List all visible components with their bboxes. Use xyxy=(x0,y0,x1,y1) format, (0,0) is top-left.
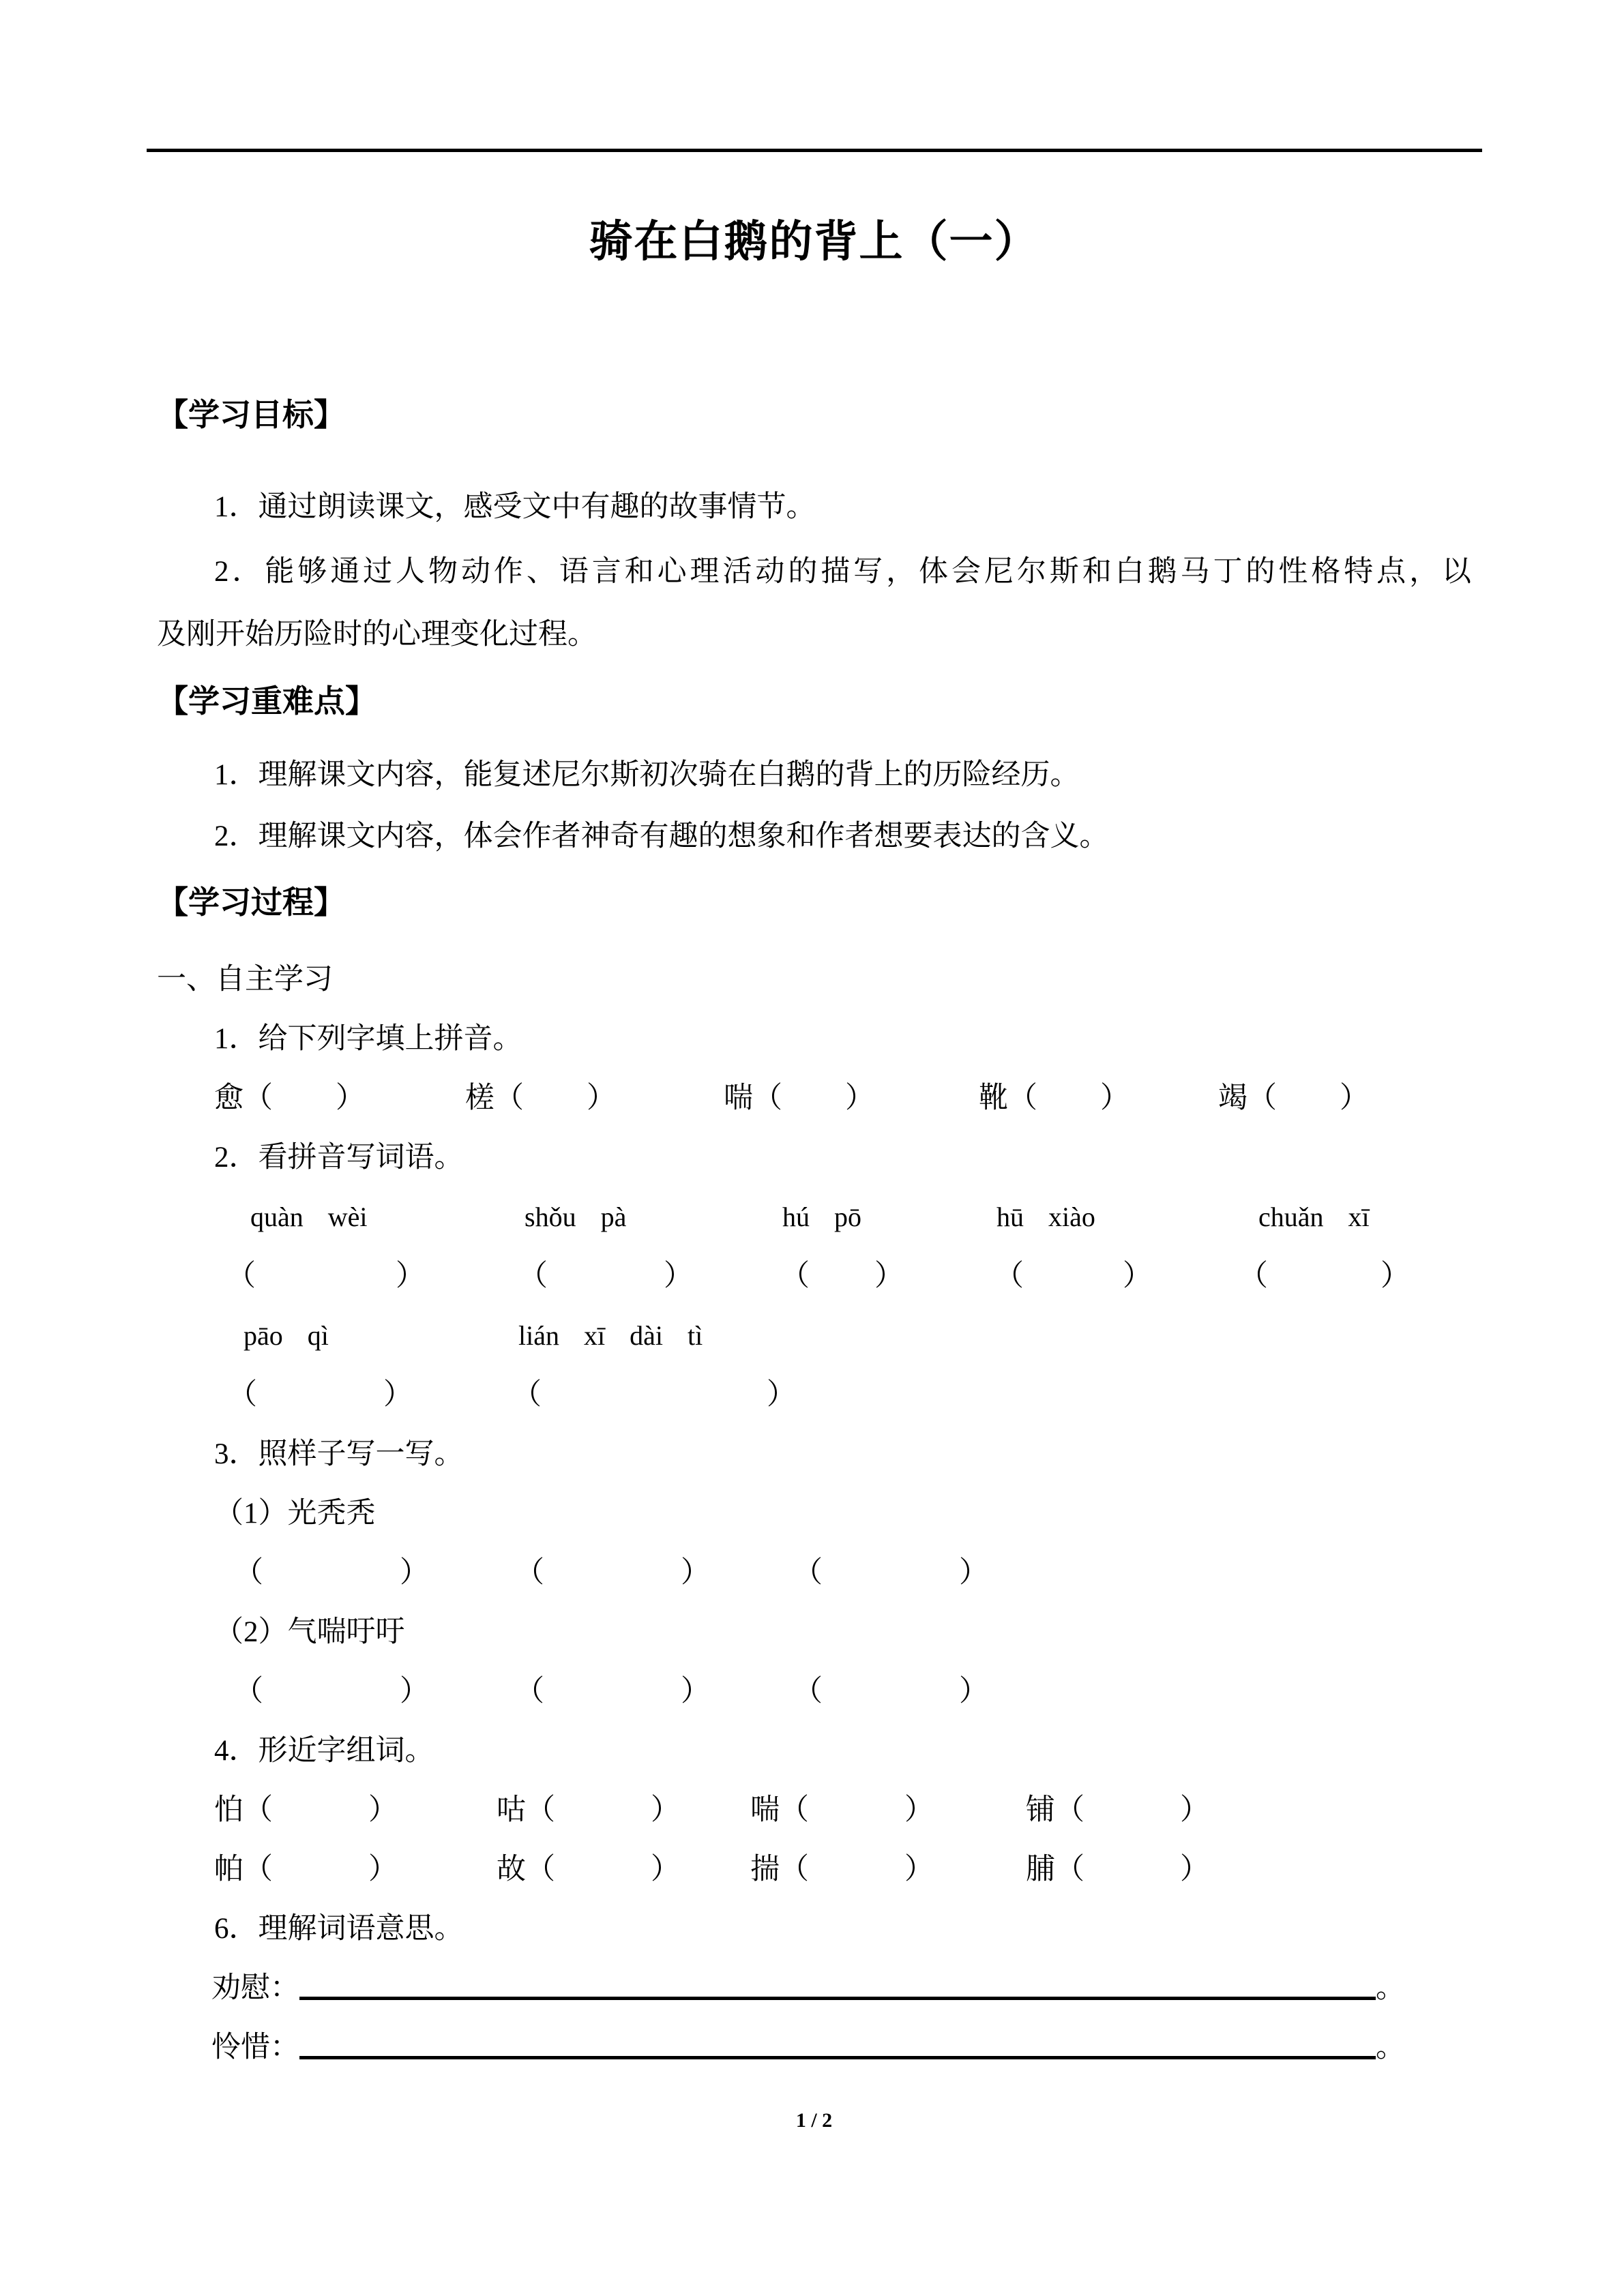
section-heading-goals: 【学习目标】 xyxy=(157,398,345,432)
period: 。 xyxy=(1376,1972,1405,2004)
blank-parens xyxy=(226,1260,425,1292)
answer-cell xyxy=(226,1247,518,1306)
keypoint-item-2: 2．理解课文内容，体会作者神奇有趣的想象和作者想要表达的含义。 xyxy=(214,820,1109,852)
answer-cell xyxy=(234,1543,515,1602)
paren-open: （ xyxy=(753,1082,782,1114)
paren-close: ） xyxy=(587,1082,616,1114)
answer-underline xyxy=(299,2018,1376,2059)
question-3-answer-row-1 xyxy=(234,1543,1471,1602)
answer-parens-row-1 xyxy=(226,1247,1471,1306)
paren-close: ） xyxy=(368,1794,398,1826)
word-meaning-row-2 xyxy=(211,2018,1471,2077)
paren-open: （ xyxy=(228,1379,257,1411)
paren-open: （ xyxy=(994,1260,1024,1292)
paren-close: ） xyxy=(1180,1794,1209,1826)
goal-item-2 xyxy=(157,541,1471,666)
char: 喘 xyxy=(724,1082,753,1114)
paren-close: ） xyxy=(651,1853,680,1885)
answer-cell xyxy=(780,1247,994,1306)
answer-underline xyxy=(299,1958,1376,2000)
paren-close: ） xyxy=(383,1379,413,1411)
question-3-label: 3．照样子写一写。 xyxy=(214,1438,464,1470)
char: 怕 xyxy=(214,1794,243,1826)
blank-parens xyxy=(1008,1082,1130,1114)
paren-open: （ xyxy=(243,1082,273,1114)
blank-parens xyxy=(243,1082,365,1114)
blank-parens xyxy=(1055,1794,1209,1826)
answer-cell xyxy=(793,1662,988,1721)
blank-parens xyxy=(780,1853,934,1885)
question-6-label: 6．理解词语意思。 xyxy=(214,1913,464,1945)
paren-open: （ xyxy=(780,1853,809,1885)
paren-close: ） xyxy=(845,1082,874,1114)
paren-open: （ xyxy=(1247,1082,1277,1114)
header-divider xyxy=(147,149,1482,152)
char-word-item xyxy=(497,1780,750,1840)
char-word-item xyxy=(1026,1840,1209,1899)
paren-close: ） xyxy=(1100,1082,1130,1114)
answer-cell xyxy=(1239,1247,1410,1306)
blank-parens xyxy=(780,1260,904,1292)
blank-parens xyxy=(994,1260,1152,1292)
goal-item-2-line1: 2．能够通过人物动作、语言和心理活动的描写，体会尼尔斯和白鹅马丁的性格特点，以 xyxy=(214,556,1471,588)
page-title: 骑在白鹅的背上（一） xyxy=(589,218,1039,266)
answer-cell xyxy=(518,1247,780,1306)
period: 。 xyxy=(1376,2031,1405,2063)
paren-close: ） xyxy=(1381,1260,1410,1292)
paren-open: （ xyxy=(243,1853,273,1885)
char: 竭 xyxy=(1218,1082,1247,1114)
char: 靴 xyxy=(979,1082,1008,1114)
answer-cell xyxy=(234,1662,515,1721)
paren-close: ） xyxy=(959,1557,988,1589)
blank-parens xyxy=(793,1675,988,1708)
pinyin-word: quàn wèi xyxy=(250,1202,368,1232)
paren-close: ） xyxy=(1340,1082,1369,1114)
char-pinyin-item xyxy=(724,1069,979,1128)
question-2-label: 2．看拼音写词语。 xyxy=(214,1142,464,1174)
question-3-answer-row-2 xyxy=(234,1662,1471,1721)
blank-parens xyxy=(526,1853,680,1885)
blank-parens xyxy=(234,1675,429,1708)
char-pinyin-item xyxy=(979,1069,1218,1128)
char-word-item xyxy=(750,1780,1026,1840)
blank-parens xyxy=(515,1675,710,1708)
question-3-example-1: （1）光秃秃 xyxy=(214,1497,376,1530)
question-3-example-2: （2）气喘吁吁 xyxy=(214,1616,405,1648)
question-4-label: 4．形近字组词。 xyxy=(214,1735,434,1767)
blank-parens xyxy=(793,1557,988,1589)
char: 槎 xyxy=(465,1082,494,1114)
paren-open: （ xyxy=(518,1260,548,1292)
goal-item-2-line2: 及刚开始历险时的心理变化过程。 xyxy=(157,618,597,651)
blank-parens xyxy=(515,1557,710,1589)
blank-parens xyxy=(243,1794,398,1826)
pinyin-word: hū xiào xyxy=(996,1202,1095,1232)
pinyin-row-1 xyxy=(250,1187,1471,1247)
question-4-row-2 xyxy=(214,1840,1471,1899)
paren-open: （ xyxy=(494,1082,524,1114)
section-heading-process: 【学习过程】 xyxy=(157,885,345,920)
paren-close: ） xyxy=(874,1260,904,1292)
question-1-char-row xyxy=(214,1069,1471,1128)
paren-open: （ xyxy=(1008,1082,1037,1114)
blank-parens xyxy=(753,1082,874,1114)
paren-open: （ xyxy=(793,1557,823,1589)
char: 咕 xyxy=(497,1794,526,1826)
answer-cell xyxy=(994,1247,1239,1306)
paren-close: ） xyxy=(664,1260,693,1292)
answer-cell xyxy=(512,1365,796,1425)
char-word-item xyxy=(214,1840,497,1899)
blank-parens xyxy=(1247,1082,1369,1114)
question-4-row-1 xyxy=(214,1780,1471,1840)
char-word-item xyxy=(750,1840,1026,1899)
blank-parens xyxy=(494,1082,616,1114)
paren-open: （ xyxy=(234,1675,263,1708)
paren-open: （ xyxy=(1055,1853,1084,1885)
paren-open: （ xyxy=(515,1675,544,1708)
paren-close: ） xyxy=(681,1675,710,1708)
paren-open: （ xyxy=(515,1557,544,1589)
char: 揣 xyxy=(750,1853,780,1885)
paren-close: ） xyxy=(904,1794,934,1826)
pinyin-row-2 xyxy=(243,1306,1471,1365)
char: 帕 xyxy=(214,1853,243,1885)
paren-open: （ xyxy=(234,1557,263,1589)
char: 铺 xyxy=(1026,1794,1055,1826)
goal-item-1: 1．通过朗读课文，感受文中有趣的故事情节。 xyxy=(214,491,816,523)
char-word-item xyxy=(1026,1780,1209,1840)
paren-close: ） xyxy=(651,1794,680,1826)
paren-open: （ xyxy=(512,1379,542,1411)
answer-cell xyxy=(228,1365,512,1425)
answer-parens-row-2 xyxy=(228,1365,1471,1425)
char-word-item xyxy=(214,1780,497,1840)
answer-cell xyxy=(793,1543,988,1602)
paren-open: （ xyxy=(793,1675,823,1708)
paren-close: ） xyxy=(1180,1853,1209,1885)
paren-close: ） xyxy=(1123,1260,1152,1292)
char-pinyin-item xyxy=(1218,1069,1369,1128)
blank-parens xyxy=(1239,1260,1410,1292)
pinyin-word: lián xī dài tì xyxy=(518,1320,703,1351)
paren-close: ） xyxy=(959,1675,988,1708)
paren-close: ） xyxy=(336,1082,365,1114)
paren-open: （ xyxy=(1055,1794,1084,1826)
paren-open: （ xyxy=(780,1794,809,1826)
blank-parens xyxy=(526,1794,680,1826)
paren-close: ） xyxy=(368,1853,398,1885)
page-number: 1 / 2 xyxy=(795,2109,833,2132)
paren-close: ） xyxy=(767,1379,796,1411)
char: 愈 xyxy=(214,1082,243,1114)
paren-open: （ xyxy=(1239,1260,1268,1292)
blank-parens xyxy=(234,1557,429,1589)
paren-open: （ xyxy=(526,1794,555,1826)
answer-cell xyxy=(515,1543,793,1602)
char: 喘 xyxy=(750,1794,780,1826)
pinyin-word: chuǎn xī xyxy=(1258,1202,1370,1232)
paren-open: （ xyxy=(780,1260,810,1292)
paren-close: ） xyxy=(400,1557,429,1589)
blank-parens xyxy=(518,1260,693,1292)
word-label: 怜惜： xyxy=(211,2031,299,2063)
pinyin-word: hú pō xyxy=(782,1202,861,1232)
blank-parens xyxy=(512,1379,796,1411)
paren-close: ） xyxy=(400,1675,429,1708)
paren-close: ） xyxy=(396,1260,425,1292)
char-word-item xyxy=(497,1840,750,1899)
question-1-label: 1．给下列字填上拼音。 xyxy=(214,1023,522,1055)
pinyin-word: shǒu pà xyxy=(525,1202,627,1232)
pinyin-word: pāo qì xyxy=(243,1320,329,1351)
blank-parens xyxy=(780,1794,934,1826)
paren-open: （ xyxy=(526,1853,555,1885)
section-heading-keypoints: 【学习重难点】 xyxy=(157,684,377,719)
char: 脯 xyxy=(1026,1853,1055,1885)
paren-close: ） xyxy=(904,1853,934,1885)
char: 故 xyxy=(497,1853,526,1885)
blank-parens xyxy=(243,1853,398,1885)
word-label: 劝慰： xyxy=(211,1972,299,2004)
keypoint-item-1: 1．理解课文内容，能复述尼尔斯初次骑在白鹅的背上的历险经历。 xyxy=(214,759,1080,791)
paren-open: （ xyxy=(243,1794,273,1826)
char-pinyin-item xyxy=(214,1069,465,1128)
blank-parens xyxy=(228,1379,413,1411)
blank-parens xyxy=(1055,1853,1209,1885)
paren-close: ） xyxy=(681,1557,710,1589)
paren-open: （ xyxy=(226,1260,256,1292)
word-meaning-row-1 xyxy=(211,1958,1471,2018)
char-pinyin-item xyxy=(465,1069,724,1128)
part-1-heading: 一、自主学习 xyxy=(157,964,333,996)
answer-cell xyxy=(515,1662,793,1721)
